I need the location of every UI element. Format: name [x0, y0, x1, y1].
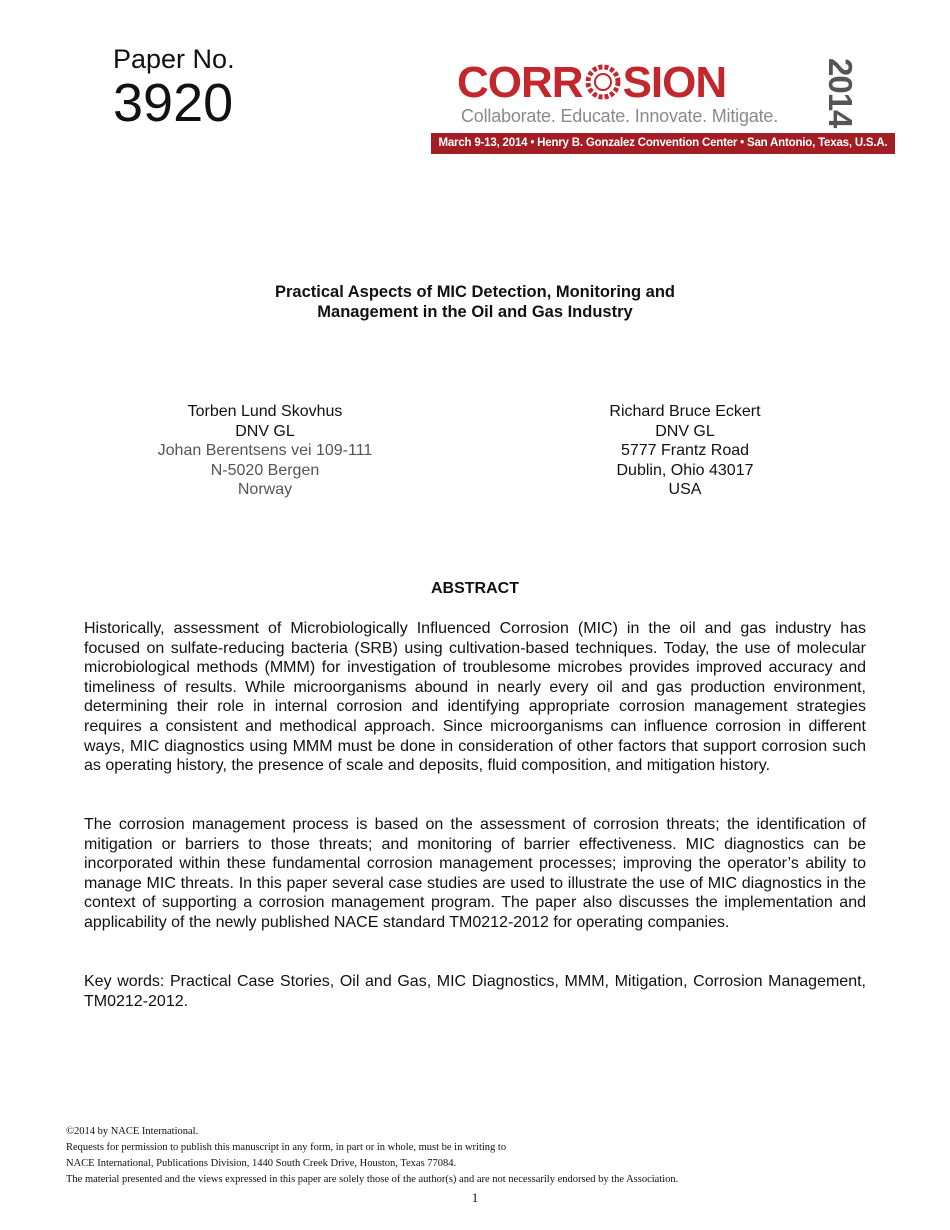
author-block-2 — [560, 402, 810, 500]
logo-word-left: CORR — [457, 58, 583, 107]
keywords-paragraph: Key words: Practical Case Stories, Oil and Gas, MIC Diagnostics, MMM, Mitigation, Corrosion Management, TM0212-2012. — [84, 973, 866, 1010]
author-address-line: USA — [668, 481, 702, 499]
footer-line: The material presented and the views expressed in this paper are solely those of the author(s) and are not necessarily endorsed by the Association. — [66, 1174, 679, 1185]
author-org: DNV GL — [655, 422, 715, 440]
author-block-1 — [130, 402, 400, 500]
abstract-paragraph-1: Historically, assessment of Microbiologically Influenced Corrosion (MIC) in the oil and gas industry has focused on sulfate-reducing bacteria (SRB) using cultivation-based techniques. Today, the use of molecular microbiological methods (MMM) for investigation of troublesome microbes provides improved accuracy and timeliness of results. While microorganisms abound in nearly every oil and gas production environment, determining their role in internal corrosion and identifying appropriate corrosion management strategies requires a consistent and methodical approach. Since microorganisms can influence corrosion in different ways, MIC diagnostics using MMM must be done in consideration of other factors that support corrosion such as operating history, the presence of scale and deposits, fluid composition, and mitigation history. — [84, 620, 866, 775]
logo-event-band: March 9-13, 2014 • Henry B. Gonzalez Convention Center • San Antonio, Texas, U.S.A. — [431, 133, 895, 154]
title-line-1: Practical Aspects of MIC Detection, Monitoring and — [274, 283, 676, 301]
author-org: DNV GL — [235, 422, 295, 440]
author-address-line: Johan Berentsens vei 109-111 — [157, 442, 373, 460]
author-address-line: 5777 Frantz Road — [620, 442, 750, 460]
footer-line: Requests for permission to publish this manuscript in any form, in part or in whole, must be in writing to — [66, 1142, 507, 1153]
paper-number-block — [113, 44, 235, 132]
corrosion-2014-logo — [431, 58, 895, 154]
author-address-line: Norway — [237, 481, 293, 499]
abstract-heading: ABSTRACT — [431, 580, 519, 597]
logo-ring-icon — [584, 62, 622, 100]
footer-copyright: ©2014 by NACE International. — [66, 1126, 199, 1137]
logo-year: 2014 — [822, 58, 859, 128]
logo-word-right: SION — [622, 58, 727, 107]
paper-number-label: Paper No. — [113, 44, 235, 74]
author-address-line: N-5020 Bergen — [210, 461, 320, 479]
logo-wordmark — [457, 58, 726, 108]
page-number: 1 — [471, 1190, 479, 1205]
footer-notice — [66, 1124, 678, 1188]
author-name: Torben Lund Skovhus — [187, 403, 343, 420]
title-line-2: Management in the Oil and Gas Industry — [317, 303, 633, 321]
logo-tagline: Collaborate. Educate. Innovate. Mitigate. — [461, 106, 778, 126]
author-address-line: Dublin, Ohio 43017 — [616, 461, 754, 479]
paper-number: 3920 — [113, 73, 234, 133]
footer-line: NACE International, Publications Division, 1440 South Creek Drive, Houston, Texas 77084. — [66, 1158, 457, 1169]
author-name: Richard Bruce Eckert — [609, 403, 761, 420]
paper-title — [0, 282, 950, 322]
abstract-paragraph-2: The corrosion management process is based on the assessment of corrosion threats; the identification of mitigation or barriers to those threats; and monitoring of barrier effectiveness. MIC diagnostics can be incorporated within these fundamental corrosion management processes; improving the operator’s ability to manage MIC threats. In this paper several case studies are used to illustrate the use of MIC diagnostics in the context of supporting a corrosion management program. The paper also discusses the implementation and applicability of the newly published NACE standard TM0212-2012 for operating companies. — [84, 816, 866, 931]
